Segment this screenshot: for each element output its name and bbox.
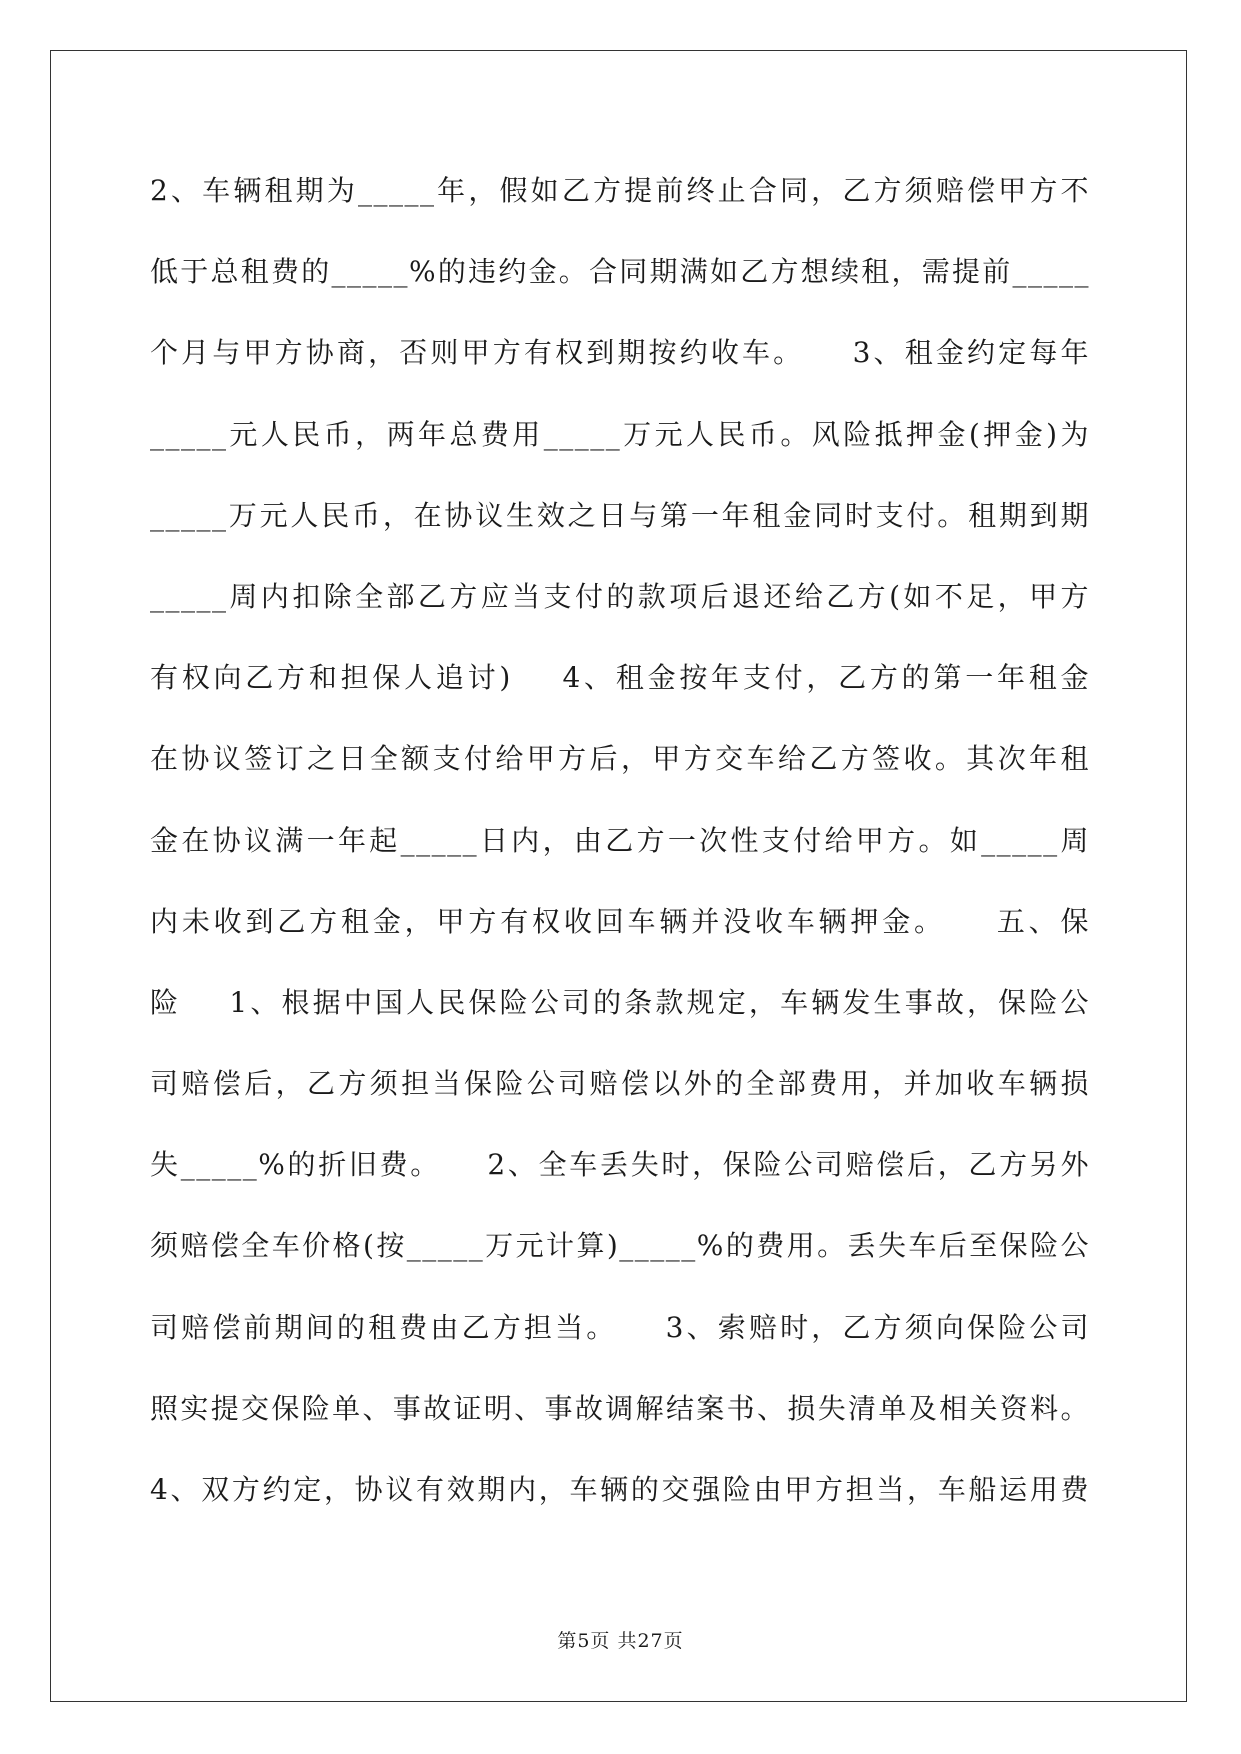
text-line: 失_____%的折旧费。 2、全车丢失时，保险公司赔偿后，乙方另外 — [150, 1148, 1090, 1182]
document-body — [150, 150, 1090, 1530]
text-line: 金在协议满一年起_____日内，由乙方一次性支付给甲方。如_____周 — [150, 823, 1090, 857]
text-line: 照实提交保险单、事故证明、事故调解结案书、损失清单及相关资料。 — [150, 1391, 1090, 1425]
text-line: 司赔偿后，乙方须担当保险公司赔偿以外的全部费用，并加收车辆损 — [150, 1067, 1090, 1101]
text-line: 须赔偿全车价格(按_____万元计算)_____%的费用。丢失车后至保险公 — [150, 1229, 1090, 1263]
text-line: _____周内扣除全部乙方应当支付的款项后退还给乙方(如不足，甲方 — [150, 579, 1090, 613]
text-line: _____元人民币，两年总费用_____万元人民币。风险抵押金(押金)为 — [150, 417, 1090, 451]
page-number-footer: 第5页 共27页 — [557, 1630, 684, 1652]
text-line: 司赔偿前期间的租费由乙方担当。 3、索赔时，乙方须向保险公司 — [150, 1310, 1090, 1344]
text-line: 个月与甲方协商，否则甲方有权到期按约收车。 3、租金约定每年 — [150, 336, 1090, 370]
text-line: _____万元人民币，在协议生效之日与第一年租金同时支付。租期到期 — [150, 498, 1090, 532]
text-line: 2、车辆租期为_____年，假如乙方提前终止合同，乙方须赔偿甲方不 — [150, 174, 1090, 207]
text-line: 低于总租费的_____%的违约金。合同期满如乙方想续租，需提前_____ — [150, 255, 1090, 289]
text-line: 内未收到乙方租金，甲方有权收回车辆并没收车辆押金。 五、保 — [150, 904, 1090, 938]
text-line: 险 1、根据中国人民保险公司的条款规定，车辆发生事故，保险公 — [150, 985, 1090, 1019]
text-line: 4、双方约定，协议有效期内，车辆的交强险由甲方担当，车船运用费 — [150, 1473, 1090, 1506]
text-line: 有权向乙方和担保人追讨) 4、租金按年支付，乙方的第一年租金 — [150, 661, 1090, 695]
text-line: 在协议签订之日全额支付给甲方后，甲方交车给乙方签收。其次年租 — [150, 742, 1090, 776]
